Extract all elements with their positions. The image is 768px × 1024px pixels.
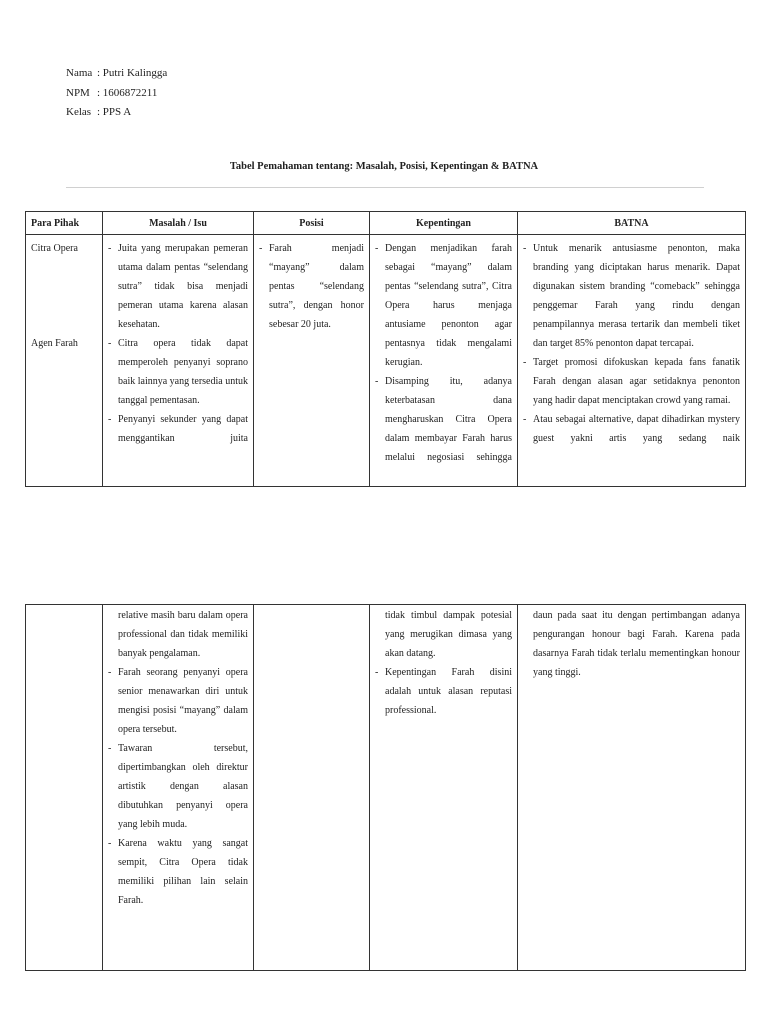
header-batna: BATNA: [518, 212, 746, 235]
kepentingan-cell: [370, 605, 518, 971]
header-para-pihak: Para Pihak: [26, 212, 103, 235]
masalah-cell: [103, 605, 254, 971]
list-item: - Juita yang merupakan pemeran utama dalam pentas “selendang sutra” tidak bisa menjadi pemeran utama karena alasan kesehatan.: [108, 239, 248, 334]
batna-cell: [518, 605, 746, 971]
list-item: [523, 606, 740, 682]
analysis-table-page-1: [25, 211, 746, 487]
masalah-item-3: Penyanyi sekunder yang dapat menggantikan juita: [118, 414, 248, 444]
list-item: - Untuk menarik antusiasme penonton, maka branding yang diciptakan harus menarik. Dapat digunakan sistem branding “comeback” sehingga penggemar Farah yang rindu dengan penampilannya merasa tertarik dan membeli tiket dan target 85% penonton dapat tercapai.: [523, 239, 740, 353]
list-item: - Karena waktu yang sangat sempit, Citra Opera tidak memiliki pilihan lain selain Farah.: [108, 834, 248, 910]
kelas-label: Kelas: [66, 106, 92, 118]
npm-value: : 1606872211: [97, 86, 158, 99]
list-item: - Target promosi difokuskan kepada fans fanatik Farah dengan alasan agar setidaknya penonton yang hadir dapat menciptakan crowd yang ramai.: [523, 353, 740, 410]
table-row: [26, 605, 746, 971]
analysis-table-page-2: [25, 604, 746, 971]
pihak-citra-opera: Citra Opera: [31, 243, 78, 254]
kepentingan-continued: tidak timbul dampak potesial yang merugikan dimasa yang akan datang.: [385, 610, 512, 659]
student-info: [66, 64, 167, 123]
nama-row: [66, 64, 167, 84]
kelas-row: [66, 103, 167, 123]
masalah-item-5: Tawaran tersebut, dipertimbangkan oleh direktur artistik dengan alasan dibutuhkan penyanyi opera yang lebih muda.: [118, 743, 248, 830]
masalah-item-4: Farah seorang penyanyi opera senior menawarkan diri untuk mengisi posisi “mayang” dalam opera tersebut.: [118, 667, 248, 735]
kepentingan-item-2: Disamping itu, adanya keterbatasan dana mengharuskan Citra Opera dalam membayar Farah harus melalui negosiasi sehingga: [385, 376, 512, 463]
nama-label: Nama: [66, 67, 93, 79]
masalah-cell: [103, 235, 254, 487]
kepentingan-cell: [370, 235, 518, 487]
batna-item-2: Target promosi difokuskan kepada fans fanatik Farah dengan alasan agar setidaknya penonton yang hadir dapat menciptakan crowd yang ramai.: [533, 357, 740, 406]
npm-label: NPM: [66, 86, 90, 99]
table-row: [26, 235, 746, 487]
kepentingan-item-3: Kepentingan Farah disini adalah untuk alasan reputasi professional.: [385, 667, 512, 716]
pihak-agen-farah: Agen Farah: [31, 338, 78, 349]
posisi-cell: [254, 235, 370, 487]
batna-item-1: Untuk menarik antusiasme penonton, maka branding yang diciptakan harus menarik. Dapat digunakan sistem branding “comeback” sehingga penggemar Farah yang rindu dengan penampilannya merasa tertarik dan membeli tiket dan target 85% penonton dapat tercapai.: [533, 243, 740, 349]
list-item: - Farah menjadi “mayang” dalam pentas “selendang sutra”, dengan honor sebesar 20 juta.: [259, 239, 364, 334]
nama-value: : Putri Kalingga: [97, 67, 168, 79]
list-item: - Kepentingan Farah disini adalah untuk alasan reputasi professional.: [375, 663, 512, 720]
masalah-item-6: Karena waktu yang sangat sempit, Citra Opera tidak memiliki pilihan lain selain Farah.: [118, 838, 248, 906]
title-divider: [66, 187, 704, 188]
table-header-row: [26, 212, 746, 235]
posisi-cell: [254, 605, 370, 971]
list-item: - Citra opera tidak dapat memperoleh penyanyi soprano baik lainnya yang tersedia untuk tanggal pementasan.: [108, 334, 248, 410]
list-item: [375, 606, 512, 663]
list-item: - Dengan menjadikan farah sebagai “mayang” dalam pentas “selendang sutra”, Citra Opera harus menjaga antusiame penonton agar pentasnya tidak mengalami kerugian.: [375, 239, 512, 372]
list-item: [108, 606, 248, 663]
kepentingan-item-1: Dengan menjadikan farah sebagai “mayang” dalam pentas “selendang sutra”, Citra Opera harus menjaga antusiame penonton agar pentasnya tidak mengalami kerugian.: [385, 243, 512, 368]
header-posisi: Posisi: [254, 212, 370, 235]
list-item: - Atau sebagai alternative, dapat dihadirkan mystery guest yakni artis yang sedang naik: [523, 410, 740, 467]
masalah-continued: relative masih baru dalam opera professional dan tidak memiliki banyak pengalaman.: [118, 610, 248, 659]
batna-item-3: Atau sebagai alternative, dapat dihadirkan mystery guest yakni artis yang sedang naik: [533, 414, 740, 444]
para-pihak-cell: [26, 235, 103, 487]
header-kepentingan: Kepentingan: [370, 212, 518, 235]
para-pihak-cell: [26, 605, 103, 971]
list-item: - Penyanyi sekunder yang dapat menggantikan juita: [108, 410, 248, 467]
header-masalah: Masalah / Isu: [103, 212, 254, 235]
batna-continued: daun pada saat itu dengan pertimbangan adanya pengurangan honour bagi Farah. Karena pada dasarnya Farah tidak terlalu mementingkan honour yang tinggi.: [533, 610, 740, 678]
list-item: - Disamping itu, adanya keterbatasan dana mengharuskan Citra Opera dalam membayar Farah harus melalui negosiasi sehingga: [375, 372, 512, 486]
list-item: - Tawaran tersebut, dipertimbangkan oleh direktur artistik dengan alasan dibutuhkan penyanyi opera yang lebih muda.: [108, 739, 248, 834]
masalah-item-1: Juita yang merupakan pemeran utama dalam pentas “selendang sutra” tidak bisa menjadi pemeran utama karena alasan kesehatan.: [118, 243, 248, 330]
document-title: Tabel Pemahaman tentang: Masalah, Posisi, Kepentingan & BATNA: [229, 161, 539, 172]
kelas-value: : PPS A: [97, 106, 132, 118]
npm-row: [66, 84, 167, 104]
masalah-item-2: Citra opera tidak dapat memperoleh penyanyi soprano baik lainnya yang tersedia untuk tanggal pementasan.: [118, 338, 248, 406]
list-item: - Farah seorang penyanyi opera senior menawarkan diri untuk mengisi posisi “mayang” dalam opera tersebut.: [108, 663, 248, 739]
posisi-item-1: Farah menjadi “mayang” dalam pentas “selendang sutra”, dengan honor sebesar 20 juta.: [269, 243, 364, 330]
batna-cell: [518, 235, 746, 487]
